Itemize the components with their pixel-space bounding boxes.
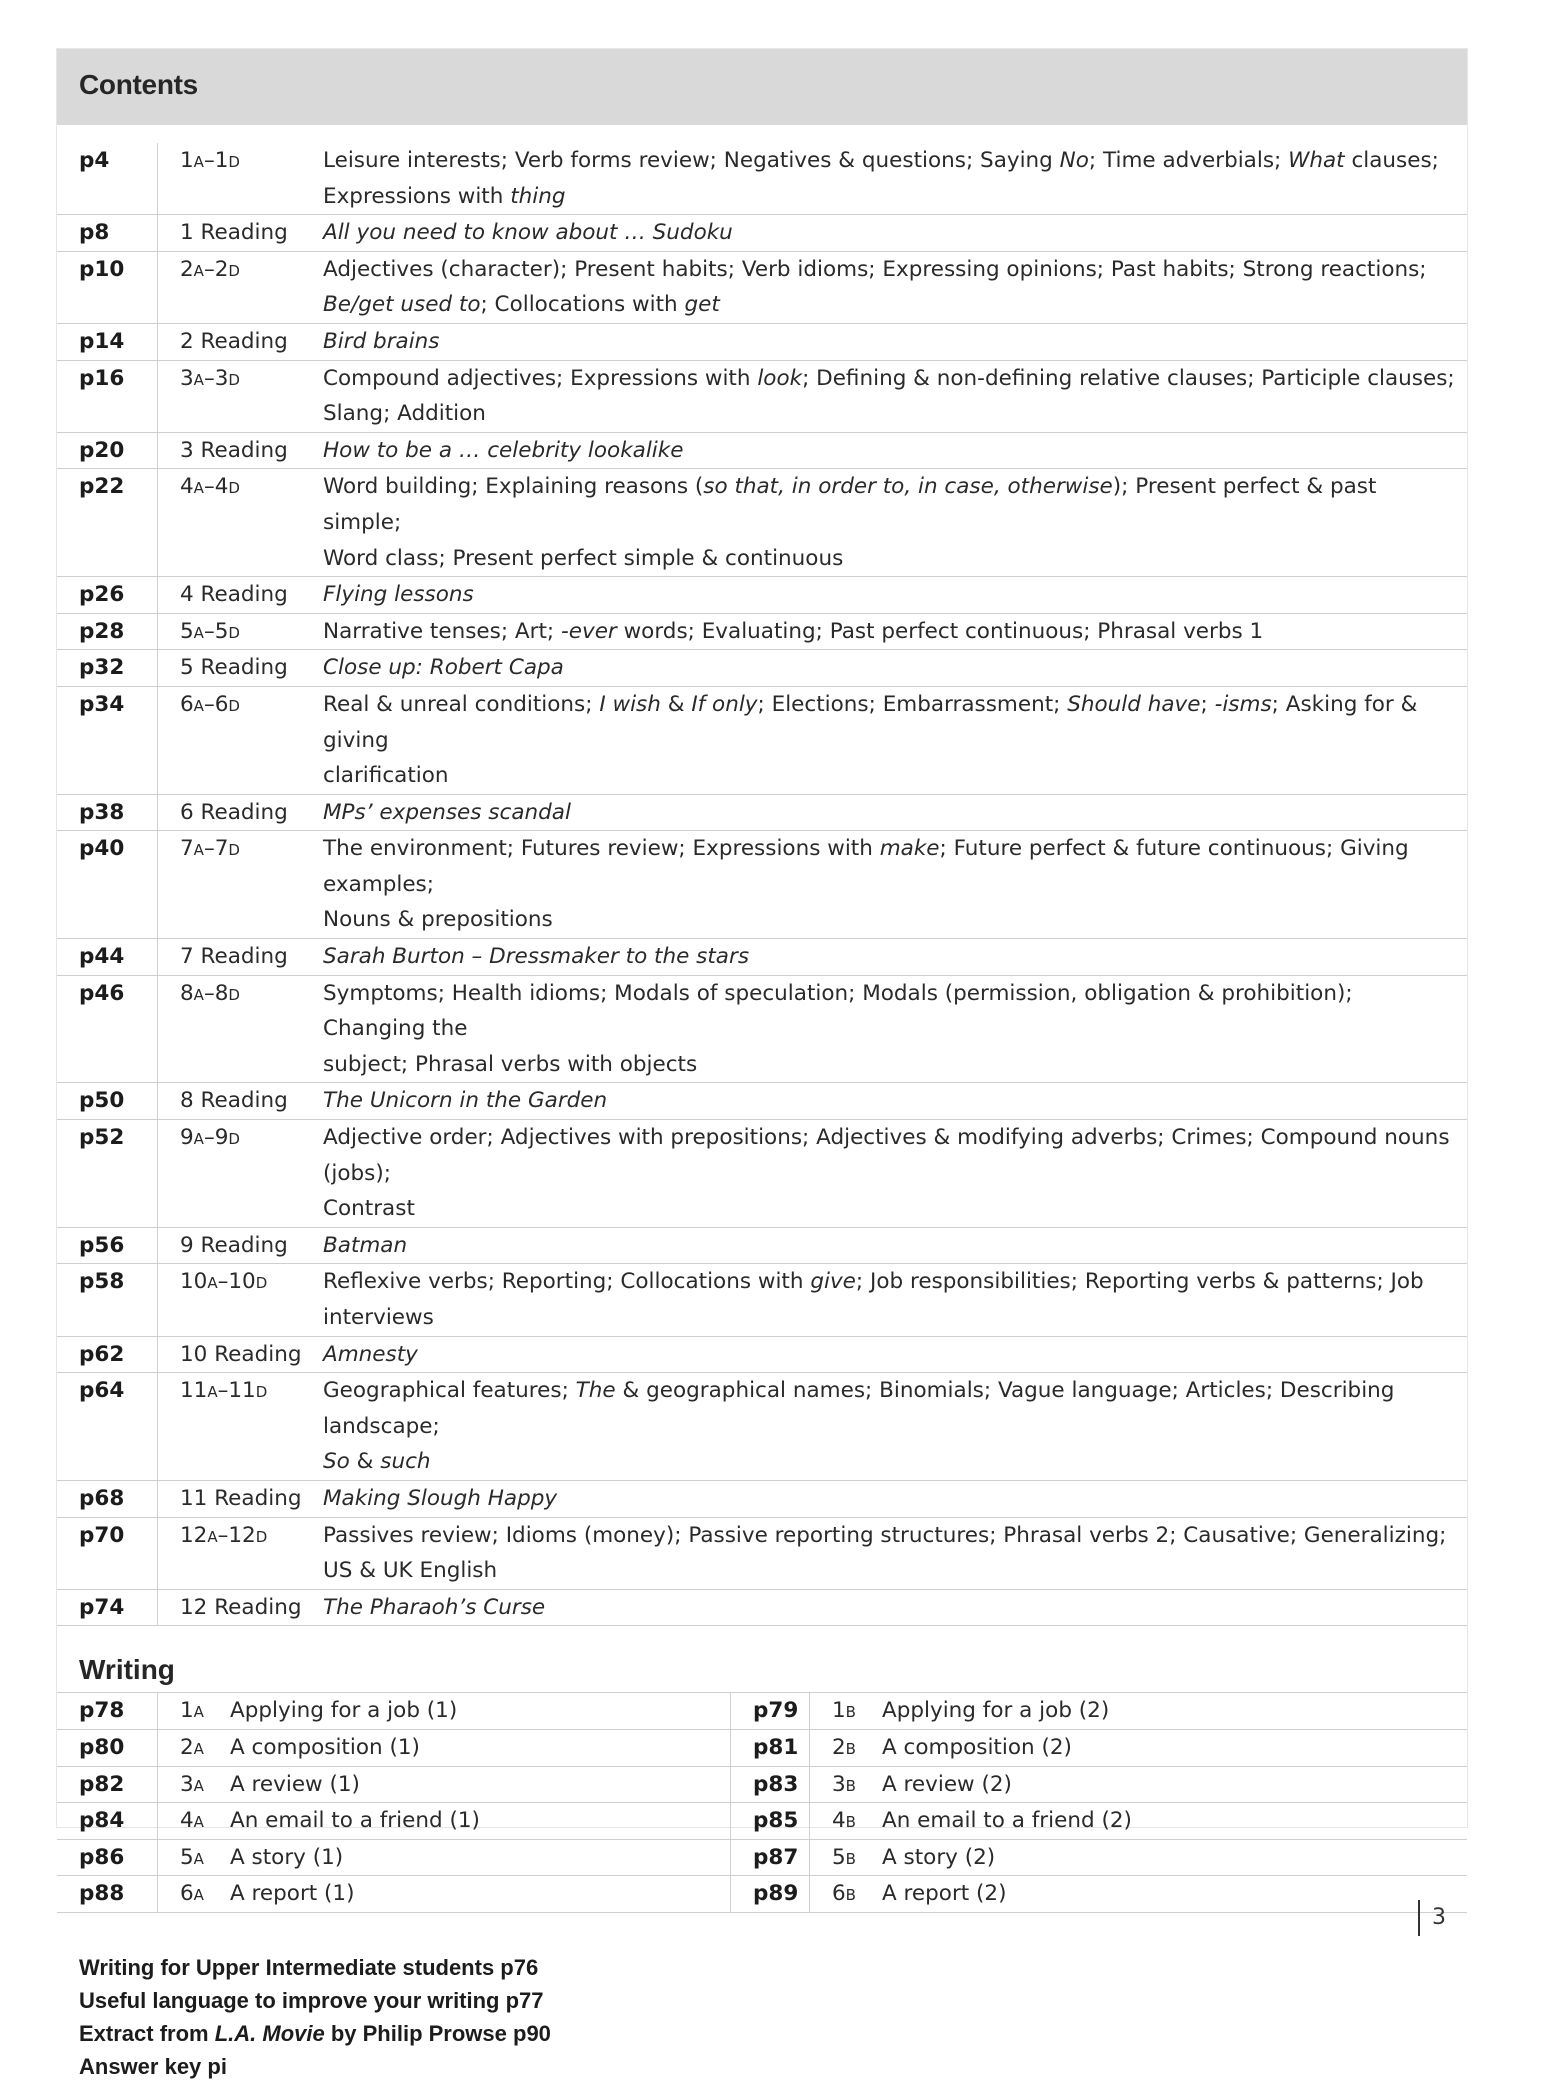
- topic-text: Expressions with: [323, 183, 511, 209]
- row-page: p38: [57, 794, 158, 831]
- topic-text: subject; Phrasal verbs with objects: [323, 1051, 698, 1077]
- row-unit-label: 9 Reading: [180, 1232, 288, 1258]
- writing-right-code-label: 1b: [832, 1698, 856, 1724]
- contents-row[interactable]: [57, 831, 1467, 939]
- contents-row[interactable]: [57, 469, 1467, 577]
- row-unit-label: 3 Reading: [180, 437, 288, 463]
- row-unit: [158, 251, 324, 323]
- row-unit: [158, 1589, 324, 1626]
- row-page: p32: [57, 650, 158, 687]
- row-topics: [323, 831, 1467, 939]
- row-page: p56: [57, 1227, 158, 1264]
- writing-left-title[interactable]: A report (1): [230, 1876, 731, 1913]
- contents-row[interactable]: [57, 432, 1467, 469]
- row-unit: [158, 939, 324, 976]
- row-unit-label: 6 Reading: [180, 799, 288, 825]
- row-topics: [323, 1373, 1467, 1481]
- topic-text: US & UK English: [323, 1558, 498, 1584]
- writing-right-code-label: 3b: [832, 1771, 856, 1797]
- writing-left-code: [158, 1693, 231, 1730]
- writing-row: [57, 1766, 1467, 1803]
- topic-text: Word building; Explaining reasons (: [323, 474, 704, 500]
- row-topics: [323, 143, 1467, 215]
- row-unit: [158, 831, 324, 939]
- writing-left-code-label: 3a: [180, 1771, 204, 1797]
- row-unit-label: 4 Reading: [180, 582, 288, 608]
- topic-text: Passives review; Idioms (money); Passive reporting structures; Phrasal verbs 2; Causative; Generalizing;: [323, 1522, 1447, 1548]
- row-page: p52: [57, 1120, 158, 1228]
- topic-text: Nouns & prepositions: [323, 907, 553, 933]
- topic-text: &: [660, 691, 692, 717]
- contents-row[interactable]: [57, 1517, 1467, 1589]
- topic-text: The environment; Futures review; Expressions with: [323, 836, 880, 862]
- row-page: p10: [57, 251, 158, 323]
- topic-text: Real & unreal conditions;: [323, 691, 600, 717]
- row-topics: [323, 360, 1467, 432]
- row-unit-label: 8 Reading: [180, 1088, 288, 1114]
- contents-header: [57, 49, 1467, 125]
- topic-italic: The: [575, 1378, 616, 1404]
- row-unit-label: 10a–10d: [180, 1269, 268, 1295]
- row-unit-label: 1 Reading: [180, 220, 288, 246]
- row-unit-label: 11 Reading: [180, 1485, 302, 1511]
- topic-italic: Be/get used to: [323, 292, 481, 318]
- writing-right-code: [810, 1729, 883, 1766]
- row-unit: [158, 1336, 324, 1373]
- row-unit-label: 5a–5d: [180, 618, 240, 644]
- topic-italic: -ever: [560, 618, 617, 644]
- row-unit-label: 7a–7d: [180, 836, 240, 862]
- topic-text: Adjectives (character); Present habits; Verb idioms; Expressing opinions; Past habits; Strong reactions;: [323, 256, 1427, 282]
- extra-writing-guide[interactable]: Writing for Upper Intermediate students p76: [79, 1954, 539, 1980]
- extra-la-movie-title: L.A. Movie: [214, 2020, 325, 2046]
- row-unit-label: 4a–4d: [180, 474, 240, 500]
- writing-right-code: [810, 1876, 883, 1913]
- row-page: p22: [57, 469, 158, 577]
- topic-italic: such: [380, 1449, 431, 1475]
- row-unit-label: 3a–3d: [180, 365, 240, 391]
- writing-left-title[interactable]: An email to a friend (1): [230, 1803, 731, 1840]
- topic-italic: I wish: [599, 691, 661, 717]
- writing-left-code: [158, 1766, 231, 1803]
- row-unit: [158, 577, 324, 614]
- extras-list: [79, 1951, 1467, 2083]
- topic-text: ; Defining & non-defining relative clauses; Participle clauses;: [802, 365, 1455, 391]
- topic-text: ; Asking for & giving: [323, 691, 1418, 753]
- row-unit-label: 1a–1d: [180, 148, 240, 173]
- writing-right-page: p81: [731, 1729, 810, 1766]
- writing-right-code-label: 5b: [832, 1844, 856, 1870]
- extra-useful-language[interactable]: Useful language to improve your writing p77: [79, 1987, 544, 2013]
- contents-row[interactable]: [57, 650, 1467, 687]
- row-page: p16: [57, 360, 158, 432]
- writing-right-code-label: 6b: [832, 1881, 856, 1907]
- writing-row: [57, 1729, 1467, 1766]
- row-topics: Bird brains: [323, 323, 1467, 360]
- topic-text: Geographical features;: [323, 1378, 576, 1404]
- writing-left-code-label: 5a: [180, 1844, 204, 1870]
- writing-right-title[interactable]: Applying for a job (2): [882, 1693, 1467, 1730]
- topic-italic: If only: [691, 691, 758, 717]
- row-page: p28: [57, 613, 158, 650]
- row-topics: [323, 613, 1467, 650]
- contents-row[interactable]: [57, 1336, 1467, 1373]
- row-unit: [158, 1373, 324, 1481]
- row-page: p34: [57, 686, 158, 794]
- row-topics: Close up: Robert Capa: [323, 650, 1467, 687]
- topic-italic: Should have: [1067, 691, 1201, 717]
- topic-text: & geographical names; Binomials; Vague language; Articles; Describing landscape;: [323, 1378, 1395, 1439]
- contents-row[interactable]: [57, 215, 1467, 252]
- row-unit: [158, 1264, 324, 1336]
- writing-table: [57, 1692, 1467, 1913]
- topic-text: Symptoms; Health idioms; Modals of speculation; Modals (permission, obligation & prohibition); Changing the: [323, 980, 1353, 1042]
- row-unit: [158, 1480, 324, 1517]
- row-unit: [158, 360, 324, 432]
- writing-left-title[interactable]: A review (1): [230, 1766, 731, 1803]
- contents-row[interactable]: [57, 1480, 1467, 1517]
- row-unit: [158, 469, 324, 577]
- row-page: p74: [57, 1589, 158, 1626]
- writing-right-page: p87: [731, 1839, 810, 1876]
- writing-left-code: [158, 1876, 231, 1913]
- writing-right-title[interactable]: A story (2): [882, 1839, 1467, 1876]
- contents-row[interactable]: [57, 1373, 1467, 1481]
- topic-italic: What: [1288, 148, 1345, 173]
- row-page: p26: [57, 577, 158, 614]
- contents-row[interactable]: [57, 251, 1467, 323]
- writing-left-page: p84: [57, 1803, 158, 1840]
- topic-text: ; Collocations with: [480, 292, 685, 318]
- writing-right-page: p79: [731, 1693, 810, 1730]
- writing-left-page: p82: [57, 1766, 158, 1803]
- row-page: p20: [57, 432, 158, 469]
- row-topics: The Pharaoh’s Curse: [323, 1589, 1467, 1626]
- topic-text: Narrative tenses; Art;: [323, 618, 561, 644]
- topic-text: Word class; Present perfect simple & continuous: [323, 545, 844, 571]
- writing-right-title[interactable]: A review (2): [882, 1766, 1467, 1803]
- row-unit: [158, 794, 324, 831]
- row-unit: [158, 143, 324, 215]
- row-unit: [158, 1227, 324, 1264]
- row-topics: [323, 1264, 1467, 1336]
- topic-text: Leisure interests; Verb forms review; Negatives & questions; Saying: [323, 148, 1060, 173]
- contents-row[interactable]: [57, 360, 1467, 432]
- row-topics: [323, 1120, 1467, 1228]
- row-unit-label: 2a–2d: [180, 256, 240, 282]
- topic-text: Compound adjectives; Expressions with: [323, 365, 758, 391]
- contents-row[interactable]: [57, 1227, 1467, 1264]
- writing-row: [57, 1876, 1467, 1913]
- topic-italic: So: [323, 1449, 350, 1475]
- topic-text: ;: [1200, 691, 1215, 717]
- topic-text: Reflexive verbs; Reporting; Collocations with: [323, 1269, 811, 1295]
- row-topics: How to be a … celebrity lookalike: [323, 432, 1467, 469]
- row-unit: [158, 432, 324, 469]
- row-unit: [158, 975, 324, 1083]
- contents-row[interactable]: [57, 939, 1467, 976]
- writing-left-code: [158, 1839, 231, 1876]
- contents-row[interactable]: [57, 794, 1467, 831]
- topic-text: ); Present perfect & past simple;: [323, 474, 1377, 535]
- row-unit-label: 11a–11d: [180, 1378, 268, 1404]
- contents-row[interactable]: [57, 1589, 1467, 1626]
- topic-text: Adjective order; Adjectives with prepositions; Adjectives & modifying adverbs; Crimes; Compound nouns (jobs);: [323, 1125, 1450, 1186]
- writing-right-title[interactable]: A report (2): [882, 1876, 1467, 1913]
- row-unit: [158, 1120, 324, 1228]
- row-page: p62: [57, 1336, 158, 1373]
- writing-right-code: [810, 1839, 883, 1876]
- topic-italic: -isms: [1214, 691, 1272, 717]
- topic-text: words; Evaluating; Past perfect continuous; Phrasal verbs 1: [616, 618, 1264, 644]
- row-unit-label: 5 Reading: [180, 655, 288, 681]
- topic-italic: look: [757, 365, 803, 391]
- topic-text: ; Future perfect & future continuous; Giving examples;: [323, 836, 1409, 897]
- writing-right-code-label: 2b: [832, 1734, 856, 1760]
- row-page: p8: [57, 215, 158, 252]
- row-unit: [158, 1517, 324, 1589]
- contents-row[interactable]: [57, 577, 1467, 614]
- extra-la-movie-pre: Extract from: [79, 2020, 215, 2046]
- writing-left-page: p78: [57, 1693, 158, 1730]
- row-topics: All you need to know about … Sudoku: [323, 215, 1467, 252]
- row-topics: [323, 975, 1467, 1083]
- topic-italic: get: [684, 292, 720, 318]
- writing-right-page: p83: [731, 1766, 810, 1803]
- row-unit-label: 7 Reading: [180, 944, 288, 970]
- writing-right-code: [810, 1766, 883, 1803]
- extra-answer-key[interactable]: Answer key pi: [79, 2053, 227, 2079]
- topic-italic: so that, in order to, in case, otherwise: [703, 474, 1113, 500]
- writing-left-title[interactable]: A composition (1): [230, 1729, 731, 1766]
- row-topics: [323, 686, 1467, 794]
- row-unit-label: 8a–8d: [180, 980, 240, 1006]
- writing-left-page: p88: [57, 1876, 158, 1913]
- contents-row[interactable]: [57, 1264, 1467, 1336]
- topic-text: clauses;: [1344, 148, 1439, 173]
- contents-row[interactable]: [57, 1120, 1467, 1228]
- row-unit: [158, 613, 324, 650]
- row-topics: Sarah Burton – Dressmaker to the stars: [323, 939, 1467, 976]
- writing-left-title[interactable]: A story (1): [230, 1839, 731, 1876]
- row-unit: [158, 1083, 324, 1120]
- extra-la-movie-post: by Philip Prowse p90: [324, 2020, 551, 2046]
- row-topics: MPs’ expenses scandal: [323, 794, 1467, 831]
- row-topics: [323, 251, 1467, 323]
- row-unit-label: 12 Reading: [180, 1594, 302, 1620]
- writing-right-code: [810, 1803, 883, 1840]
- row-page: p58: [57, 1264, 158, 1336]
- row-unit-label: 10 Reading: [180, 1341, 302, 1367]
- row-unit-label: 2 Reading: [180, 328, 288, 354]
- writing-left-code-label: 6a: [180, 1881, 204, 1907]
- writing-right-title[interactable]: An email to a friend (2): [882, 1803, 1467, 1840]
- row-unit-label: 9a–9d: [180, 1125, 240, 1151]
- row-topics: Amnesty: [323, 1336, 1467, 1373]
- topic-italic: make: [879, 836, 940, 862]
- contents-row[interactable]: [57, 143, 1467, 215]
- contents-row[interactable]: [57, 1083, 1467, 1120]
- row-unit-label: 6a–6d: [180, 691, 240, 717]
- writing-left-code: [158, 1803, 231, 1840]
- writing-right-page: p85: [731, 1803, 810, 1840]
- row-unit: [158, 650, 324, 687]
- topic-text: ; Job responsibilities; Reporting verbs & patterns; Job interviews: [323, 1269, 1424, 1330]
- row-topics: [323, 1517, 1467, 1589]
- contents-row[interactable]: [57, 323, 1467, 360]
- extra-la-movie[interactable]: [79, 2017, 1467, 2050]
- writing-right-code-label: 4b: [832, 1808, 856, 1834]
- row-topics: Making Slough Happy: [323, 1480, 1467, 1517]
- contents-row[interactable]: [57, 613, 1467, 650]
- contents-sheet: [56, 48, 1468, 2079]
- row-topics: Flying lessons: [323, 577, 1467, 614]
- row-unit: [158, 686, 324, 794]
- row-unit: [158, 323, 324, 360]
- topic-text: &: [349, 1449, 381, 1475]
- writing-left-title[interactable]: Applying for a job (1): [230, 1693, 731, 1730]
- writing-row: [57, 1839, 1467, 1876]
- row-page: p4: [57, 143, 158, 215]
- row-topics: Batman: [323, 1227, 1467, 1264]
- writing-left-page: p80: [57, 1729, 158, 1766]
- row-topics: [323, 469, 1467, 577]
- topic-text: Slang; Addition: [323, 401, 486, 427]
- row-page: p46: [57, 975, 158, 1083]
- row-unit-label: 12a–12d: [180, 1522, 268, 1548]
- row-page: p40: [57, 831, 158, 939]
- writing-row: [57, 1803, 1467, 1840]
- topic-italic: thing: [510, 183, 566, 209]
- writing-row: [57, 1693, 1467, 1730]
- topic-text: ; Elections; Embarrassment;: [757, 691, 1068, 717]
- writing-right-page: p89: [731, 1876, 810, 1913]
- topic-italic: No: [1059, 148, 1089, 173]
- contents-table: [57, 143, 1467, 1626]
- writing-right-code: [810, 1693, 883, 1730]
- row-page: p14: [57, 323, 158, 360]
- row-topics: The Unicorn in the Garden: [323, 1083, 1467, 1120]
- row-page: p44: [57, 939, 158, 976]
- writing-left-code-label: 1a: [180, 1698, 204, 1724]
- writing-left-code-label: 4a: [180, 1808, 204, 1834]
- contents-row[interactable]: [57, 975, 1467, 1083]
- writing-left-code-label: 2a: [180, 1734, 204, 1760]
- contents-row[interactable]: [57, 686, 1467, 794]
- row-page: p70: [57, 1517, 158, 1589]
- row-page: p50: [57, 1083, 158, 1120]
- page-number: 3: [1418, 1900, 1446, 1936]
- writing-left-code: [158, 1729, 231, 1766]
- topic-text: Contrast: [323, 1196, 415, 1222]
- row-page: p68: [57, 1480, 158, 1517]
- row-unit: [158, 215, 324, 252]
- topic-text: ; Time adverbials;: [1088, 148, 1289, 173]
- topic-italic: give: [810, 1269, 856, 1295]
- contents-title: Contents: [79, 69, 198, 100]
- row-page: p64: [57, 1373, 158, 1481]
- writing-right-title[interactable]: A composition (2): [882, 1729, 1467, 1766]
- writing-title: Writing: [79, 1654, 175, 1686]
- topic-text: clarification: [323, 763, 449, 789]
- writing-left-page: p86: [57, 1839, 158, 1876]
